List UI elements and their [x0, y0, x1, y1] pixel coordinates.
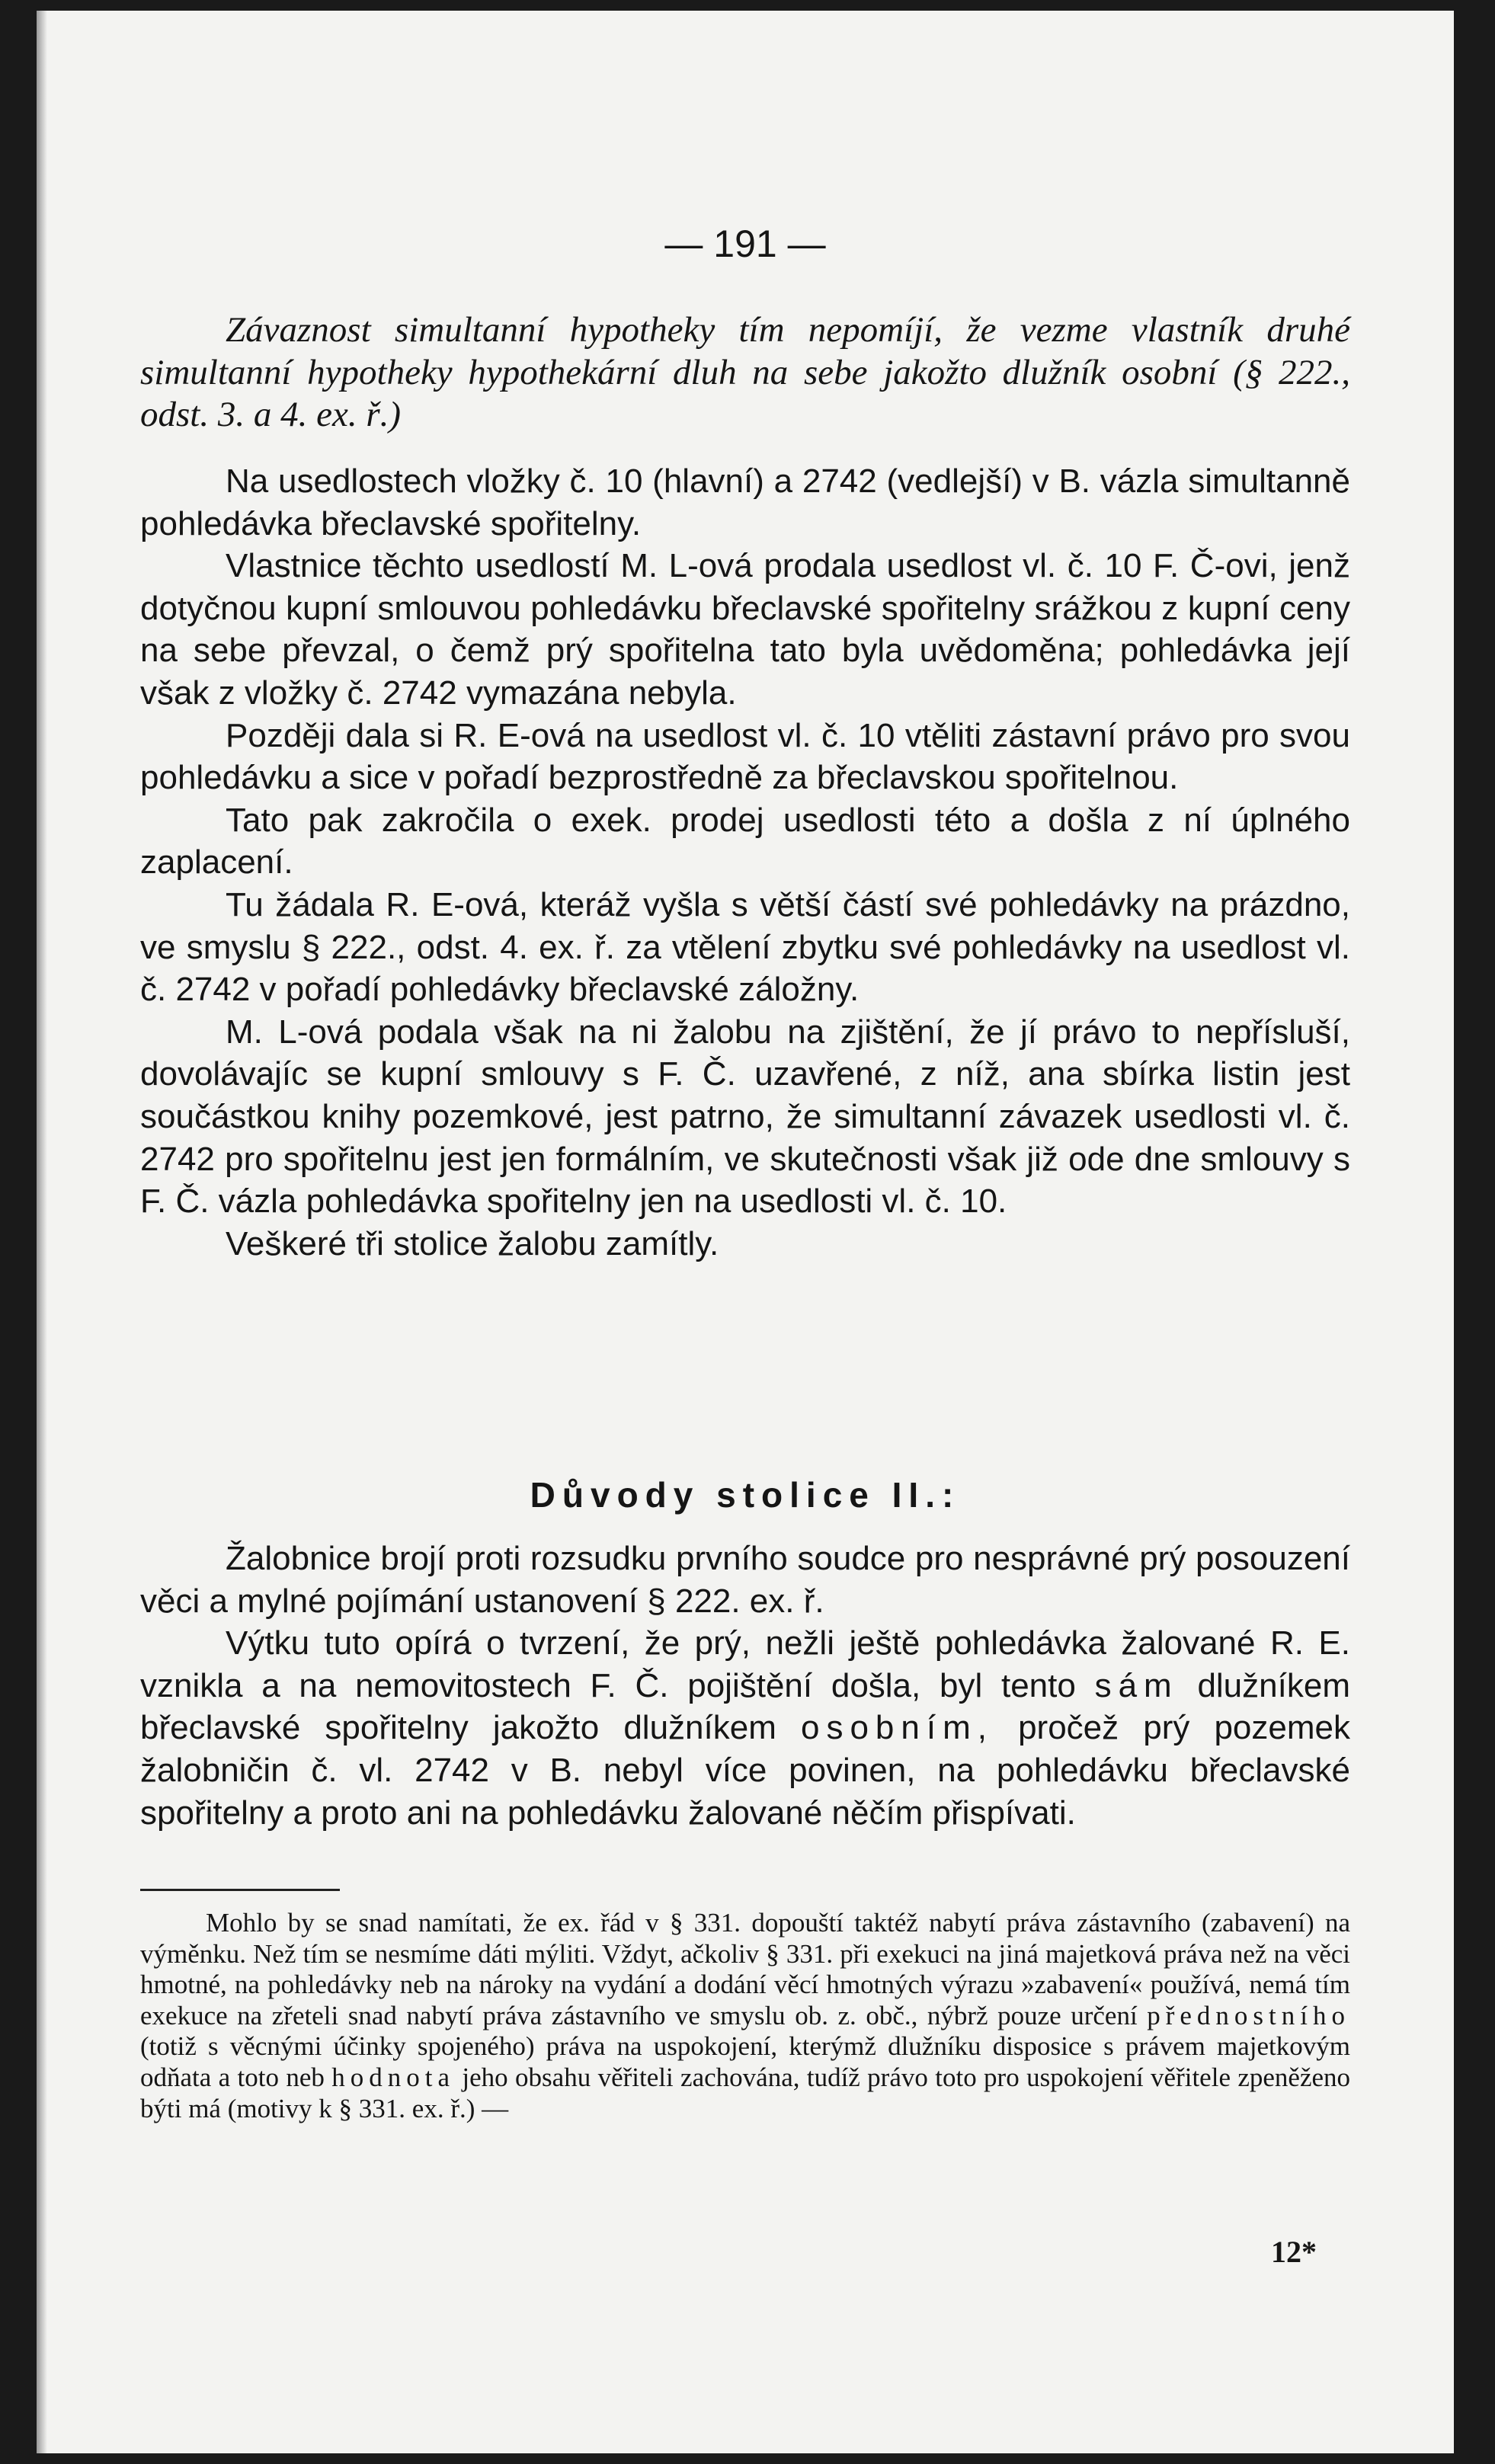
text-run: Mohlo by se snad namítati, že ex. řád v § 331. dopouští taktéž nabytí práva zástavního (zabavení) na výměnku. Než tím se nesmíme dáti mýliti. Vždyt, ačkoliv § 331. při exekuci na jiná majetková práva než na věci hmotné, na pohledávky neb na nároky na vydání a dodání věcí hmotných výrazu »zabavení« používá, nemá tím exekuce na zřeteli snad nabytí práva zástavního ve smyslu ob. z. obč., nýbrž pouze určení	[140, 1908, 1350, 2030]
text-run: pročež prý pozemek žalobničin č. vl. 2742 v B. nebyl více povinen, na pohledávku břeclavské spořitelny a proto ani na pohledávku žalované něčím přispívati.	[140, 1709, 1350, 1832]
spaced-emphasis: hodnota	[331, 2062, 456, 2092]
paragraph: Tu žádala R. E-ová, kteráž vyšla s větší částí své pohledávky na prázdno, ve smyslu § 222., odst. 4. ex. ř. za vtělení zbytku své pohledávky na usedlost vl. č. 2742 v pořadí pohledávky břeclavské záložny.	[140, 885, 1350, 1009]
sheet-signature: 12*	[1271, 2235, 1317, 2269]
document-page	[37, 11, 1454, 2453]
page-edge-shadow	[37, 11, 47, 2453]
court-reasons	[140, 1538, 1350, 1834]
paragraph: Vlastnice těchto usedlostí M. L-ová prodala usedlost vl. č. 10 F. Č-ovi, jenž dotyčnou kupní smlouvou pohledávku břeclavské spořitelny srážkou z kupní ceny na sebe převzal, o čemž prý spořitelna tato byla uvědoměna; pohledávka její však z vložky č. 2742 vymazána nebyla.	[140, 547, 1350, 712]
paragraph: Veškeré tři stolice žalobu zamítly.	[226, 1224, 719, 1262]
text-run: dlužníkem břeclavské spořitelny jakožto dlužníkem	[140, 1666, 1350, 1747]
summary-text: Závaznost simultanní hypotheky tím nepomíjí, že vezme vlastník druhé simultanní hypotheky hypothekární dluh na sebe jakožto dlužník osobní (§ 222., odst. 3. a 4. ex. ř.)	[140, 310, 1350, 435]
spaced-emphasis: osobním,	[800, 1709, 994, 1747]
paragraph	[140, 1622, 1350, 1834]
paragraph: Tato pak zakročila o exek. prodej usedlosti této a došla z ní úplného zaplacení.	[140, 801, 1350, 882]
paragraph: M. L-ová podala však na ni žalobu na zjištění, že jí právo to nepřísluší, dovolávajíc se kupní smlouvy s F. Č. uzavřené, z níž, ana sbírka listin jest součástkou knihy pozemkové, jest patrno, že simultanní závazek usedlosti vl. č. 2742 pro spořitelnu jest jen formálním, ve skutečnosti však již ode dne smlouvy s F. Č. vázla pohledávka spořitelny jen na usedlosti vl. č. 10.	[140, 1013, 1350, 1221]
section-heading: Důvody stolice II.:	[530, 1475, 961, 1515]
paragraph: Později dala si R. E-ová na usedlost vl. č. 10 vtěliti zástavní právo pro svou pohledávku a sice v pořadí bezprostředně za břeclavskou spořitelnou.	[140, 716, 1350, 797]
text-run: jeho obsahu věřiteli zachována, tudíž právo toto pro uspokojení věřitele zpeněženo býti má (motivy k § 331. ex. ř.) —	[140, 2062, 1351, 2123]
text-run: (totiž s věcnými účinky spojeného) práva na uspokojení, kterýmž dlužníku disposice s právem majetkovým odňata a toto neb	[140, 2031, 1350, 2092]
spaced-emphasis: sám	[1094, 1666, 1179, 1704]
paragraph: Žalobnice brojí proti rozsudku prvního soudce pro nesprávné prý posouzení věci a mylné pojímání ustanovení § 222. ex. ř.	[140, 1540, 1350, 1620]
paragraph: Na usedlostech vložky č. 10 (hlavní) a 2742 (vedlejší) v B. vázla simultanně pohledávka břeclavské spořitelny.	[140, 462, 1350, 542]
page-number: — 191 —	[664, 222, 826, 265]
text-run: Výtku tuto opírá o tvrzení, že prý, nežli ještě pohledávka žalované R. E. vznikla a na nemovitostech F. Č. pojištění došla, byl tento	[140, 1624, 1350, 1704]
spaced-emphasis: přednostního	[1147, 2000, 1350, 2030]
case-facts	[140, 460, 1350, 1265]
footnote	[140, 1908, 1350, 2124]
case-summary	[140, 309, 1350, 437]
footnote-separator	[140, 1889, 340, 1891]
